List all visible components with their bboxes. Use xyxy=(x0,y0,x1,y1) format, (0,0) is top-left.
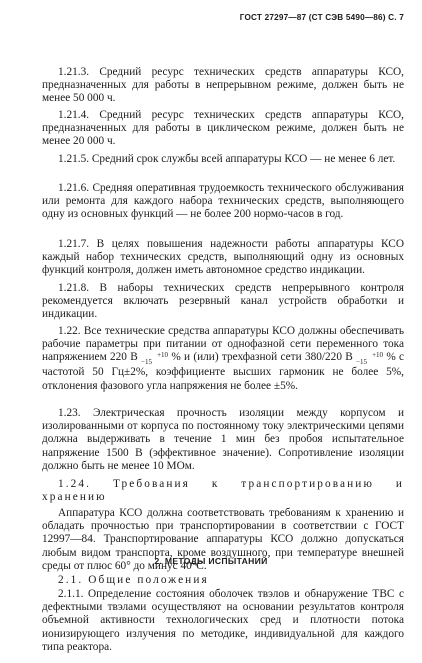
paragraph-1-22-part-c: % с частотой 50 Гц±2%, коэффициенте высших гармоник не более 5%, отклонения фазового угла напряжения не более ±5%. xyxy=(42,351,405,392)
paragraph-1-21-5: 1.21.5. Средний срок службы всей аппаратуры КСО — не менее 6 лет. xyxy=(58,153,396,165)
section-title: 2. МЕТОДЫ ИСПЫТАНИЙ xyxy=(154,556,268,566)
paragraph-1-23: 1.23. Электрическая прочность изоляции между корпусом и изолированными от корпуса по постоянному току электрическими цепями должна выдерживать в течение 1 мин без пробоя испытательное напряжение 1500 В (эффективное значение). Сопротивление изоляции должно быть не менее 10 МОм. xyxy=(42,407,404,472)
tolerance-2-upper: +10 xyxy=(372,351,384,360)
paragraph-1-22-part-b: % и (или) трехфазной сети 380/220 В xyxy=(171,351,353,364)
paragraph-storage-transport: Аппаратура КСО должна соответствовать требованиям к хранению и обладать прочностью при транспортировании в соответствии с ГОСТ 12997—84. Транспортирование аппаратуры КСО должно допускаться любым видом транспорта, кроме воздушного, при температуре внешней среды от плюс 60° до минус 40°С. xyxy=(42,507,404,572)
paragraph-1-21-6: 1.21.6. Средняя оперативная трудоемкость технического обслуживания или ремонта для каждого набора технических средств, выполняющего одну из основных функций — не более 200 нормо-часов в год. xyxy=(42,182,404,221)
paragraph-1-21-7: 1.21.7. В целях повышения надежности работы аппаратуры КСО каждый набор технических средств, выполняющий одну из основных функций контроля, должен иметь автономное средство индикации. xyxy=(42,238,404,277)
subsection-2-1-heading: 2.1. Общие положения xyxy=(58,574,209,586)
paragraph-1-22-part-a: 1.22. Все технические средства аппаратуры КСО должны обеспечивать рабочие параметры при питании от однофазной сети переменного тока напряжением 220 В xyxy=(42,325,404,364)
paragraph-2-1-1: 2.1.1. Определение состояния оболочек твэлов и обнаружение ТВС с дефектными твэлами осуществляют на основании результатов контроля объемной активности технологических сред и плотности потока ионизирующего излучения по методике, индивидуальной для каждого типа реактора. xyxy=(42,588,404,653)
page-header: ГОСТ 27297—87 (СТ СЭВ 5490—86) С. 7 xyxy=(239,13,404,22)
paragraph-1-21-3: 1.21.3. Средний ресурс технических средств аппаратуры КСО, предназначенных для работы в непрерывном режиме, должен быть не менее 50 000 ч. xyxy=(42,66,404,105)
paragraph-1-21-8: 1.21.8. В наборы технических средств непрерывного контроля рекомендуется включать резервный канал устройств обработки и индикации. xyxy=(42,282,404,321)
tolerance-2 xyxy=(356,352,383,366)
tolerance-1-lower: −15 xyxy=(141,358,153,367)
tolerance-1-upper: +10 xyxy=(157,351,169,360)
paragraph-1-22 xyxy=(42,325,404,393)
tolerance-2-lower: −15 xyxy=(356,358,368,367)
paragraph-1-21-4: 1.21.4. Средний ресурс технических средств аппаратуры КСО, предназначенных для работы в циклическом режиме, должен быть не менее 20 000 ч. xyxy=(42,109,404,148)
paragraph-1-24-heading: 1.24. Требования к транспортированию и хранению xyxy=(42,478,404,504)
tolerance-1 xyxy=(141,352,168,366)
